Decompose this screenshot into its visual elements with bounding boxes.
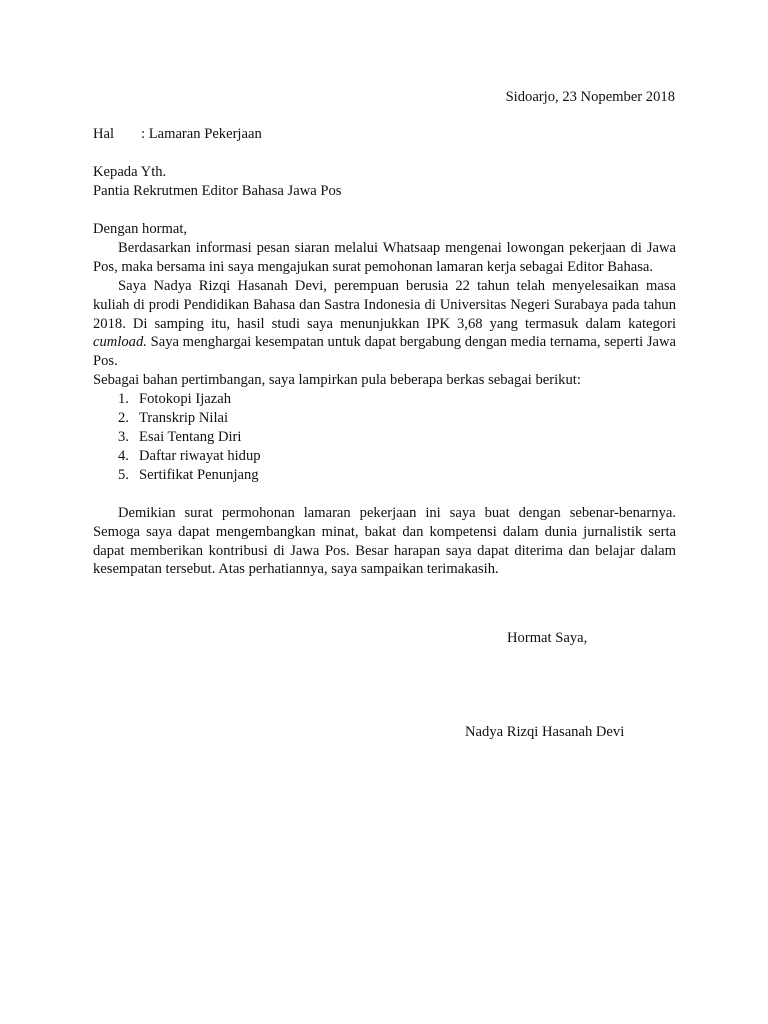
attachment-number: 2.: [118, 410, 129, 427]
attachment-number: 1.: [118, 391, 129, 408]
attachment-label: Sertifikat Penunjang: [139, 466, 259, 483]
letter-date: Sidoarjo, 23 Nopember 2018: [505, 89, 675, 105]
subject-line: [93, 125, 262, 144]
salutation: Dengan hormat,: [93, 221, 188, 237]
attachment-label: Esai Tentang Diri: [139, 428, 242, 445]
recipient-title: Kepada Yth.: [93, 164, 167, 180]
signer-name: Nadya Rizqi Hasanah Devi: [465, 724, 625, 740]
attachments-list: [93, 390, 676, 485]
profile-text-end: Saya menghargai kesempatan untuk dapat bergabung dengan media ternama, seperti Jawa Pos.: [93, 334, 676, 370]
attachment-item: [93, 409, 676, 428]
attachment-label: Transkrip Nilai: [139, 410, 229, 427]
profile-text: Saya Nadya Rizqi Hasanah Devi, perempuan berusia 22 tahun telah menyelesaikan masa kuliah di prodi Pendidikan Bahasa dan Sastra Indonesia di Universitas Negeri Surabaya pada tahun 2018. Di samping itu, hasil studi saya menunjukkan IPK 3,68 yang termasuk dalam kategori: [93, 277, 676, 332]
attachment-item: [93, 428, 676, 447]
paragraph-closing: Demikian surat permohonan lamaran pekerjaan ini saya buat dengan sebenar-benarnya. Semoga saya dapat mengembangkan minat, bakat dan kompetensi dalam dunia jurnalistik serta dapat memberikan kontribusi di Jawa Pos. Besar harapan saya dapat diterima dan belajar dalam kesempatan tersebut. Atas perhatiannya, saya sampaikan terimakasih.: [93, 504, 676, 578]
recipient-name: Pantia Rekrutmen Editor Bahasa Jawa Pos: [93, 182, 342, 199]
attachment-number: 5.: [118, 466, 129, 483]
attachments-intro: Sebagai bahan pertimbangan, saya lampirkan pula beberapa berkas sebagai berikut:: [93, 372, 581, 389]
attachment-number: 4.: [118, 447, 129, 464]
attachment-item: [93, 466, 676, 485]
subject-label: Hal: [93, 126, 115, 142]
cumload-term: cumload.: [93, 334, 147, 351]
attachment-label: Daftar riwayat hidup: [139, 447, 261, 464]
attachment-item: [93, 447, 676, 466]
regards-text: Hormat Saya,: [507, 630, 588, 646]
attachment-number: 3.: [118, 428, 129, 445]
subject-value: : Lamaran Pekerjaan: [141, 126, 262, 142]
attachment-label: Fotokopi Ijazah: [139, 391, 232, 408]
attachment-item: [93, 390, 676, 409]
letter-body: [93, 220, 676, 579]
recipient-block: [93, 163, 341, 201]
paragraph-profile: [93, 277, 676, 372]
paragraph-intro: Berdasarkan informasi pesan siaran melalui Whatsaap mengenai lowongan pekerjaan di Jawa Pos, maka bersama ini saya mengajukan surat pemohonan lamaran kerja sebagai Editor Bahasa.: [93, 239, 676, 275]
